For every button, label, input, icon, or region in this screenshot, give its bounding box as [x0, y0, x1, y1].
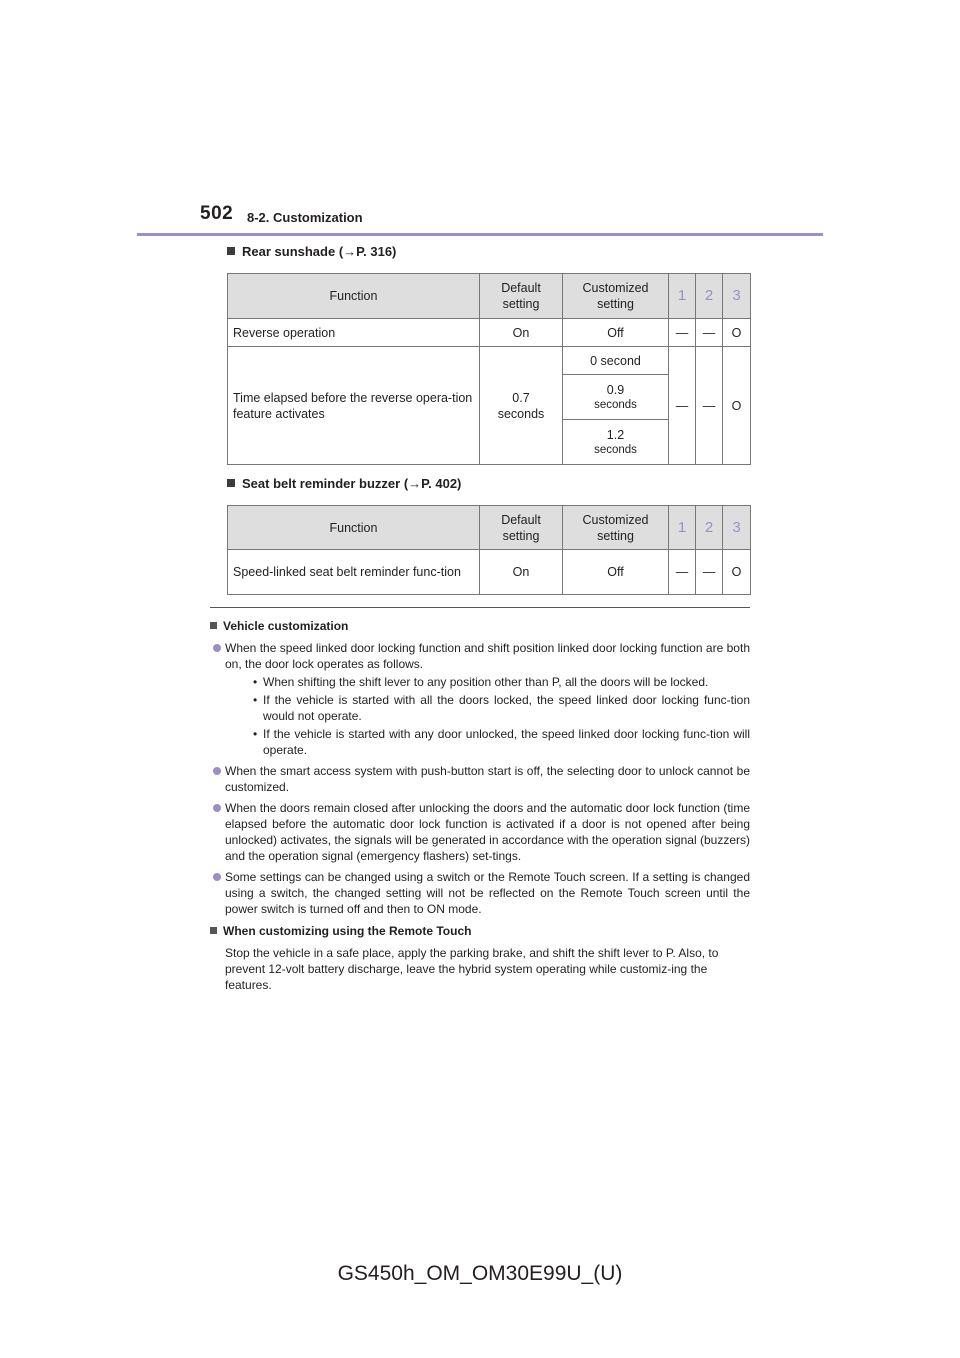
col-default: Default setting	[480, 506, 563, 550]
col-default: Default setting	[480, 274, 563, 319]
square-bullet-icon	[227, 479, 235, 487]
remote-touch-heading: When customizing using the Remote Touch	[210, 923, 750, 939]
function-cell: Reverse operation	[228, 319, 480, 347]
col-function: Function	[228, 274, 480, 319]
table-row	[228, 347, 751, 375]
col-2: 2	[696, 274, 723, 319]
seat-belt-heading: Seat belt reminder buzzer (→P. 402)	[227, 476, 461, 491]
note-bullet: When the speed linked door locking function and shift position linked door locking function are both on, the door lock operates as follows. • When shifting the shift lever to any position other than P, all the doors will be locked. • If the vehicle is started with all the doors locked, the speed linked door locking func-tion would not operate. • If the vehicle is started with any door unlocked, the speed linked door locking func-tion will operate.	[210, 640, 750, 758]
footer-code: GS450h_OM_OM30E99U_(U)	[337, 1262, 623, 1285]
square-bullet-icon	[210, 927, 217, 934]
option-0-9-seconds: 0.9 seconds	[563, 375, 669, 420]
note-sub-item: • When shifting the shift lever to any position other than P, all the doors will be locked.	[253, 675, 709, 689]
col-1: 1	[669, 506, 696, 550]
customized-cell: Off	[563, 550, 669, 595]
section-title: 8-2. Customization	[247, 210, 363, 225]
rear-sunshade-heading: Rear sunshade (→P. 316)	[227, 244, 396, 259]
table-row	[228, 319, 751, 347]
col-customized: Customized setting	[563, 506, 669, 550]
table-header-row	[228, 274, 751, 319]
default-cell: 0.7 seconds	[480, 347, 563, 465]
cell-3: O	[723, 550, 751, 595]
circle-bullet-icon	[213, 873, 221, 881]
square-bullet-icon	[227, 247, 235, 255]
notes-section	[210, 618, 750, 998]
col-2: 2	[696, 506, 723, 550]
page-number: 502	[200, 203, 234, 224]
col-1: 1	[669, 274, 696, 319]
default-cell: On	[480, 319, 563, 347]
vehicle-customization-heading: Vehicle customization	[210, 618, 750, 634]
option-1-2-seconds: 1.2 seconds	[563, 420, 669, 465]
circle-bullet-icon	[213, 804, 221, 812]
cell-2: —	[696, 319, 723, 347]
table-row	[228, 550, 751, 595]
note-sub-item: • If the vehicle is started with any door unlocked, the speed linked door locking func-tion will operate.	[253, 727, 750, 757]
default-cell: On	[480, 550, 563, 595]
option-0-second: 0 second	[563, 347, 669, 375]
cell-1: —	[669, 347, 696, 465]
col-function: Function	[228, 506, 480, 550]
note-bullet: When the smart access system with push-button start is off, the selecting door to unlock cannot be customized.	[210, 763, 750, 795]
cell-1: —	[669, 550, 696, 595]
cell-1: —	[669, 319, 696, 347]
rear-sunshade-table	[227, 273, 751, 465]
function-cell: Time elapsed before the reverse opera-tion feature activates	[228, 347, 480, 465]
header-rule	[137, 233, 823, 236]
note-bullet: Some settings can be changed using a switch or the Remote Touch screen. If a setting is changed using a switch, the changed setting will not be reflected on the Remote Touch screen until the power switch is turned off and then to ON mode.	[210, 869, 750, 917]
table-header-row	[228, 506, 751, 550]
col-3: 3	[723, 274, 751, 319]
remote-touch-text: Stop the vehicle in a safe place, apply the parking brake, and shift the shift lever to P. Also, to prevent 12-volt battery discharge, leave the hybrid system operating while customiz-ing the features.	[225, 946, 719, 992]
customized-cell: Off	[563, 319, 669, 347]
cell-2: —	[696, 550, 723, 595]
note-sub-item: • If the vehicle is started with all the doors locked, the speed linked door locking func-tion would not operate.	[253, 693, 750, 723]
cell-2: —	[696, 347, 723, 465]
circle-bullet-icon	[213, 644, 221, 652]
seat-belt-table	[227, 505, 751, 595]
function-cell: Speed-linked seat belt reminder func-tion	[228, 550, 480, 595]
note-bullet: When the doors remain closed after unlocking the doors and the automatic door lock function (time elapsed before the automatic door lock function is activated if a door is not opened after being unlocked) activates, the signals will be generated in accordance with the operation signal (buzzers) and the operation signal (emergency flashers) set-tings.	[210, 800, 750, 864]
col-customized: Customized setting	[563, 274, 669, 319]
cell-3: O	[723, 319, 751, 347]
cell-3: O	[723, 347, 751, 465]
notes-divider	[210, 607, 750, 608]
square-bullet-icon	[210, 622, 217, 629]
col-3: 3	[723, 506, 751, 550]
circle-bullet-icon	[213, 767, 221, 775]
